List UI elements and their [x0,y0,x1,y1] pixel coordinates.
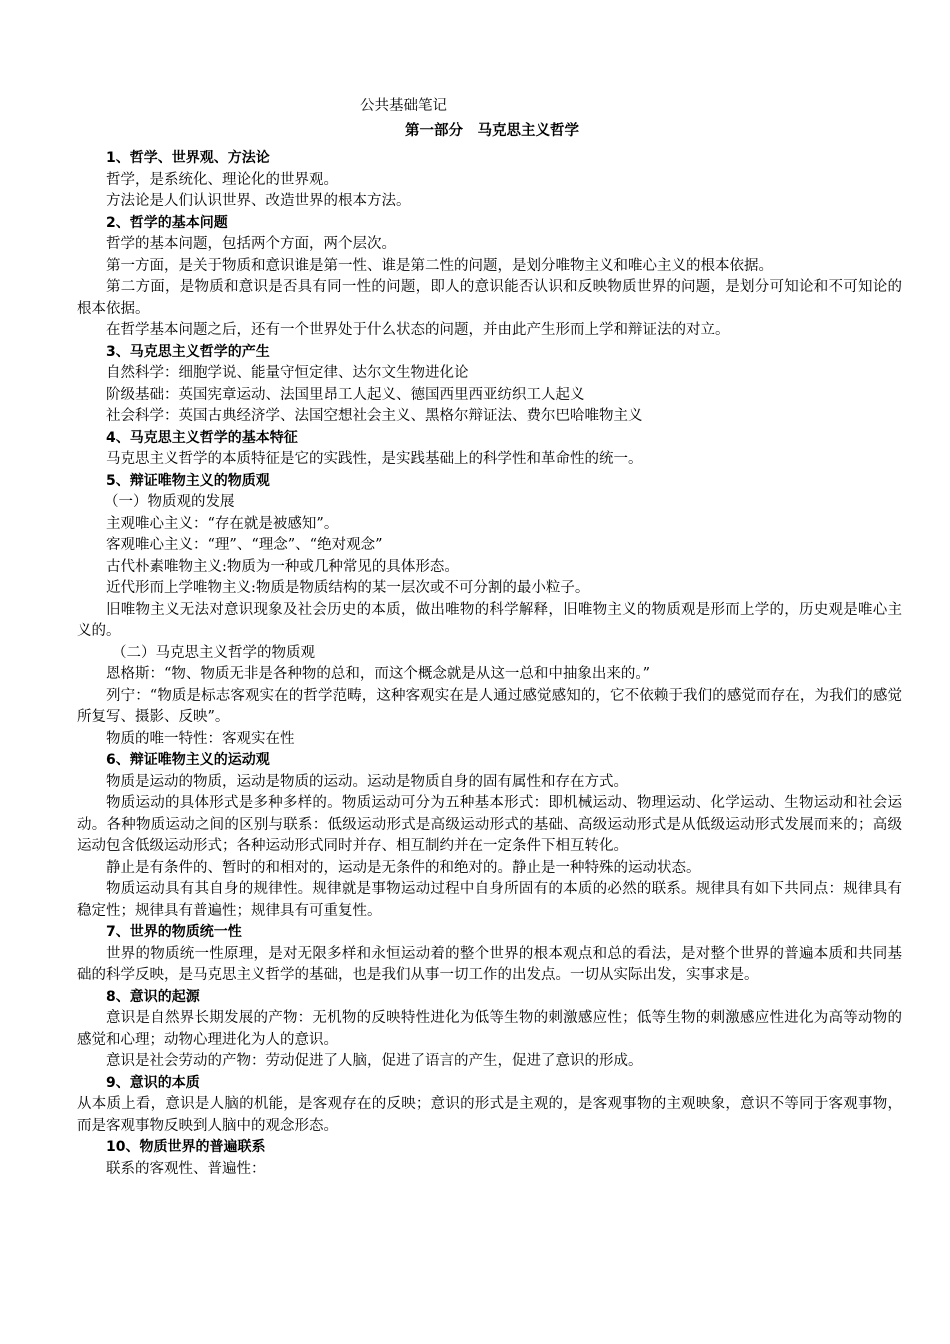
paragraph: 意识是社会劳动的产物：劳动促进了人脑，促进了语言的产生，促进了意识的形成。 [106,1053,643,1069]
section-heading: 4、马克思主义哲学的基本特征 [106,429,298,446]
document-title: 公共基础笔记 [360,98,447,114]
paragraph: 方法论是人们认识世界、改造世界的根本方法。 [106,193,411,209]
paragraph: 马克思主义哲学的本质特征是它的实践性，是实践基础上的科学性和革命性的统一。 [106,451,643,467]
section-heading: 8、意识的起源 [106,988,200,1005]
section-heading: 7、世界的物质统一性 [106,924,242,940]
paragraph: 物质是运动的物质，运动是物质的运动。运动是物质自身的固有属性和存在方式。 [106,773,628,790]
paragraph: 在哲学基本问题之后，还有一个世界处于什么状态的问题，并由此产生形而上学和辩证法的对立。 [106,322,730,338]
paragraph: 社会科学：英国古典经济学、法国空想社会主义、黑格尔辩证法、费尔巴哈唯物主义 [106,408,643,424]
section-heading: 2、哲学的基本问题 [106,214,228,231]
paragraph: 古代朴素唯物主义:物质为一种或几种常见的具体形态。 [106,558,459,575]
paragraph: 自然科学：细胞学说、能量守恒定律、达尔文生物进化论 [106,365,469,381]
paragraph: 第一方面，是关于物质和意识谁是第一性、谁是第二性的问题，是划分唯物主义和唯心主义的根本依据。 [106,257,773,274]
paragraph: 物质的唯一特性：客观实在性 [106,730,295,747]
paragraph: 主观唯心主义：“存在就是被感知”。 [106,515,339,532]
paragraph: 物质运动的具体形式是多种多样的。物质运动可分为五种基本形式：即机械运动、物理运动、化学运动、生物运动和社会运动。各种物质运动之间的区别与联系：低级运动形式是高级运动形式的基础、高级运动形式是从低级运动形式发展而来的；高级运动包含低级运动形式；各种运动形式同时并存、相互制约并在一定条件下相互转化。 [77,795,902,854]
paragraph: 物质运动具有其自身的规律性。规律就是事物运动过程中自身所固有的本质的必然的联系。规律具有如下共同点：规律具有稳定性；规律具有普遍性；规律具有可重复性。 [77,881,902,919]
section-heading: 9、意识的本质 [106,1074,200,1091]
section-heading: 5、辩证唯物主义的物质观 [106,472,270,489]
subsection-heading: （二）马克思主义哲学的物质观 [112,644,315,661]
paragraph: 静止是有条件的、暂时的和相对的，运动是无条件的和绝对的。静止是一种特殊的运动状态。 [106,859,701,876]
paragraph: 客观唯心主义：“理”、“理念”、“绝对观念” [106,537,383,553]
paragraph: 哲学的基本问题，包括两个方面，两个层次。 [106,236,396,252]
paragraph: 列宁：“物质是标志客观实在的哲学范畴，这种客观实在是人通过感觉感知的，它不依赖于我们的感觉而存在，为我们的感觉所复写、摄影、反映”。 [77,687,902,725]
paragraph: 哲学，是系统化、理论化的世界观。 [106,171,338,188]
paragraph: 世界的物质统一性原理，是对无限多样和永恒运动着的整个世界的根本观点和总的看法，是对整个世界的普遍本质和共同基础的科学反映，是马克思主义哲学的基础，也是我们从事一切工作的出发点。一切从实际出发，实事求是。 [77,945,902,983]
part-heading: 第一部分 马克思主义哲学 [405,123,579,139]
document-body [77,148,902,1180]
paragraph: 第二方面，是物质和意识是否具有同一性的问题，即人的意识能否认识和反映物质世界的问题，是划分可知论和不可知论的根本依据。 [77,279,902,317]
paragraph: 阶级基础：英国宪章运动、法国里昂工人起义、德国西里西亚纺织工人起义 [106,386,585,403]
paragraph: 从本质上看，意识是人脑的机能，是客观存在的反映；意识的形式是主观的，是客观事物的主观映象，意识不等同于客观事物，而是客观事物反映到人脑中的观念形态。 [77,1096,902,1134]
paragraph: 恩格斯：“物、物质无非是各种物的总和，而这个概念就是从这一总和中抽象出来的。” [106,666,651,682]
paragraph: 联系的客观性、普遍性： [106,1160,266,1177]
section-heading: 1、哲学、世界观、方法论 [106,150,270,166]
paragraph: 近代形而上学唯物主义:物质是物质结构的某一层次或不可分割的最小粒子。 [106,580,590,596]
paragraph: 旧唯物主义无法对意识现象及社会历史的本质，做出唯物的科学解释，旧唯物主义的物质观是形而上学的，历史观是唯心主义的。 [77,601,902,639]
subsection-heading: （一）物质观的发展 [104,494,235,510]
paragraph: 意识是自然界长期发展的产物：无机物的反映特性进化为低等生物的刺激感应性；低等生物的刺激感应性进化为高等动物的感觉和心理；动物心理进化为人的意识。 [77,1010,902,1048]
section-heading: 6、辩证唯物主义的运动观 [106,752,270,768]
section-heading: 10、物质世界的普遍联系 [106,1139,266,1155]
section-heading: 3、马克思主义哲学的产生 [106,343,270,360]
